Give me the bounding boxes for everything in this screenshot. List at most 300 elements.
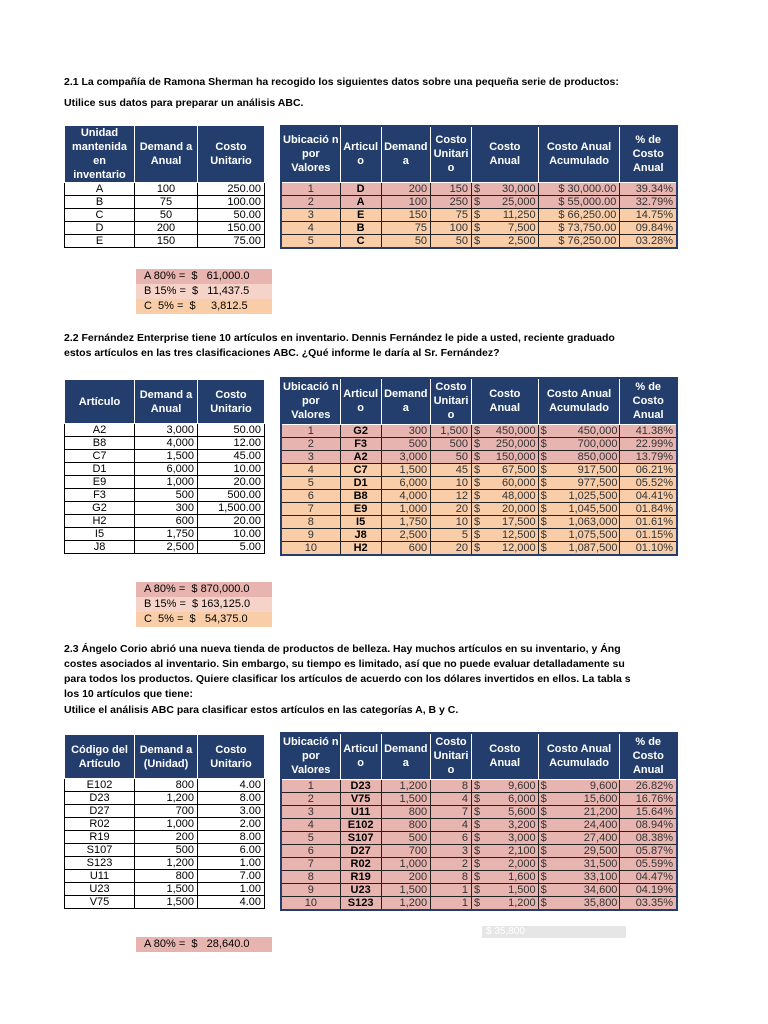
table-row — [65, 183, 265, 196]
table-cell: 6,000 — [381, 476, 431, 489]
table-cell: 20.00 — [198, 515, 265, 528]
amount: 30,000 — [502, 182, 536, 195]
section2-input-table — [64, 379, 265, 554]
amount: 17,500 — [502, 515, 536, 528]
money-cell — [471, 450, 538, 463]
amount: 20,000 — [502, 502, 536, 515]
col-header: Costo Unitario — [198, 735, 265, 779]
table-cell: 6 — [281, 489, 340, 502]
col-header: Articul o — [340, 126, 381, 182]
amount: 7,500 — [508, 221, 536, 234]
table-cell: 03.35% — [620, 896, 677, 910]
table-cell: 200 — [135, 831, 198, 844]
table-cell: 50.00 — [198, 209, 265, 222]
currency-sign: $ — [473, 805, 481, 818]
money-cell — [471, 437, 538, 450]
amount: 21,200 — [583, 805, 618, 818]
col-header: Ubicació n por Valores — [281, 378, 340, 424]
table-cell: 1,000 — [135, 818, 198, 831]
section3-input-table — [64, 734, 265, 909]
table-cell: 04.47% — [620, 870, 677, 883]
section3-summary — [136, 937, 272, 952]
table-cell: 8 — [431, 779, 472, 792]
amount: 9,600 — [508, 779, 536, 792]
money-cell — [538, 883, 620, 896]
amount: 12,500 — [502, 528, 536, 541]
table-row — [281, 437, 677, 450]
table-cell: 10.00 — [198, 528, 265, 541]
amount: 1,087,500 — [568, 541, 618, 554]
col-header: Unidad mantenida en inventario — [65, 126, 135, 183]
money-cell — [538, 424, 620, 437]
table-row — [281, 883, 677, 896]
table-row — [65, 844, 265, 857]
table-cell: 1,500 — [135, 883, 198, 896]
money-cell — [538, 476, 620, 489]
currency-sign: $ — [473, 437, 481, 450]
money-cell — [471, 857, 538, 870]
table-cell: 01.10% — [620, 541, 677, 555]
table-cell: 22.99% — [620, 437, 677, 450]
currency-sign: $ — [473, 463, 481, 476]
table-cell: 10.00 — [198, 463, 265, 476]
table-row — [281, 476, 677, 489]
table-cell: 1,000 — [381, 502, 431, 515]
table-cell: 1 — [281, 182, 340, 195]
table-cell: 05.52% — [620, 476, 677, 489]
section1-summary — [136, 269, 272, 314]
table-row — [65, 489, 265, 502]
amount: 1,200 — [508, 896, 536, 909]
table-cell: 1.00 — [198, 857, 265, 870]
table-cell: 200 — [381, 870, 431, 883]
table-cell: 2 — [281, 792, 340, 805]
currency-sign: $ — [473, 234, 481, 247]
table-cell: 4,000 — [135, 437, 198, 450]
money-cell — [538, 870, 620, 883]
table-cell: 5 — [431, 528, 472, 541]
money-cell — [538, 779, 620, 792]
table-cell: $ 55,000.00 — [538, 195, 620, 208]
table-cell: 45 — [431, 463, 472, 476]
table-cell: B — [65, 196, 135, 209]
section1-input-table — [64, 125, 265, 248]
table-cell: 1,000 — [135, 476, 198, 489]
col-header: Articul o — [340, 378, 381, 424]
amount: 1,600 — [508, 870, 536, 883]
table-cell: D1 — [65, 463, 135, 476]
money-cell — [471, 221, 538, 234]
table-cell: U23 — [340, 883, 381, 896]
table-row — [281, 857, 677, 870]
table-cell: 4 — [281, 463, 340, 476]
table-cell: I5 — [340, 515, 381, 528]
table-cell: 250 — [431, 195, 472, 208]
money-cell — [538, 541, 620, 555]
currency-sign: $ — [540, 450, 547, 463]
amount: 1,500 — [508, 883, 536, 896]
table-cell: 6.00 — [198, 844, 265, 857]
money-cell — [538, 515, 620, 528]
amount: 24,400 — [583, 818, 618, 831]
amount: 25,000 — [502, 195, 536, 208]
table-cell: J8 — [340, 528, 381, 541]
currency-sign: $ — [540, 515, 547, 528]
summary-class-a: A 80% = $ 870,000.0 — [136, 582, 272, 597]
table-cell: C — [65, 209, 135, 222]
money-cell — [538, 896, 620, 910]
table-cell: D27 — [340, 844, 381, 857]
table-cell: D1 — [340, 476, 381, 489]
currency-sign: $ — [540, 883, 547, 896]
col-header: Articul o — [340, 733, 381, 779]
currency-sign: $ — [540, 437, 547, 450]
table-cell: 2 — [281, 437, 340, 450]
table-cell: 41.38% — [620, 424, 677, 437]
amount: 31,500 — [583, 857, 618, 870]
table-cell: H2 — [65, 515, 135, 528]
col-header: Costo Anual — [471, 733, 538, 779]
table-cell: S107 — [65, 844, 135, 857]
table-cell: 500 — [381, 831, 431, 844]
table-cell: 150.00 — [198, 222, 265, 235]
table-row — [281, 870, 677, 883]
table-row — [65, 235, 265, 248]
table-cell: 700 — [135, 805, 198, 818]
currency-sign: $ — [540, 502, 547, 515]
table-cell: 200 — [135, 222, 198, 235]
money-cell — [471, 463, 538, 476]
currency-sign: $ — [540, 463, 547, 476]
amount: 850,000 — [577, 450, 618, 463]
amount: 12,000 — [502, 541, 536, 554]
currency-sign: $ — [473, 792, 481, 805]
table-cell: 4.00 — [198, 896, 265, 909]
table-cell: 50 — [431, 450, 472, 463]
table-cell: A2 — [65, 424, 135, 437]
table-cell: B8 — [340, 489, 381, 502]
col-header: Demand a — [381, 733, 431, 779]
currency-sign: $ — [540, 896, 547, 909]
table-cell: F3 — [65, 489, 135, 502]
section3-abc-table — [280, 732, 678, 911]
section1-intro-line1: 2.1 La compañía de Ramona Sherman ha recogido los siguientes datos sobre una pequeña serie de productos: — [64, 76, 619, 88]
table-cell: 1,500 — [381, 792, 431, 805]
table-row — [281, 515, 677, 528]
currency-sign: $ — [540, 476, 547, 489]
table-cell: 20.00 — [198, 476, 265, 489]
table-cell: 1,500 — [135, 450, 198, 463]
money-cell — [471, 515, 538, 528]
table-row — [281, 221, 677, 234]
table-cell: 1 — [431, 896, 472, 910]
money-cell — [538, 844, 620, 857]
table-cell: 1 — [431, 883, 472, 896]
section3-intro-line5: Utilice el análisis ABC para clasificar estos artículos en las categorías A, B y C. — [64, 704, 459, 716]
money-cell — [471, 792, 538, 805]
currency-sign: $ — [540, 489, 547, 502]
table-cell: G2 — [65, 502, 135, 515]
table-cell: S107 — [340, 831, 381, 844]
table-row — [65, 896, 265, 909]
amount: 3,000 — [508, 831, 536, 844]
table-cell: 10 — [431, 515, 472, 528]
table-row — [65, 857, 265, 870]
currency-sign: $ — [473, 195, 481, 208]
table-cell: 8 — [281, 870, 340, 883]
amount: 15,600 — [583, 792, 618, 805]
table-cell: B — [340, 221, 381, 234]
table-row — [281, 195, 677, 208]
currency-sign: $ — [540, 818, 547, 831]
table-cell: G2 — [340, 424, 381, 437]
col-header: Costo Unitario — [198, 380, 265, 424]
table-cell: C7 — [65, 450, 135, 463]
table-row — [65, 437, 265, 450]
table-cell: 10 — [281, 896, 340, 910]
table-cell: 06.21% — [620, 463, 677, 476]
currency-sign: $ — [473, 182, 481, 195]
table-row — [281, 896, 677, 910]
amount: 6,000 — [508, 792, 536, 805]
table-cell: 3,000 — [135, 424, 198, 437]
table-cell: C — [340, 234, 381, 248]
table-cell: F3 — [340, 437, 381, 450]
table-row — [281, 424, 677, 437]
table-cell: 7.00 — [198, 870, 265, 883]
currency-sign: $ — [540, 792, 547, 805]
money-cell — [471, 896, 538, 910]
section1-intro-line2: Utilice sus datos para preparar un análisis ABC. — [64, 97, 304, 109]
table-cell: 5 — [281, 234, 340, 248]
table-cell: 15.64% — [620, 805, 677, 818]
table-cell: 4 — [281, 818, 340, 831]
table-cell: J8 — [65, 541, 135, 554]
table-cell: 4 — [431, 818, 472, 831]
amount: 450,000 — [577, 424, 618, 437]
table-row — [281, 528, 677, 541]
col-header: Código del Artículo — [65, 735, 135, 779]
table-cell: 1,200 — [381, 896, 431, 910]
section3-intro-line2: costes asociados al inventario. Sin embargo, su tiempo es limitado, así que no puede evaluar detalladamente su — [64, 658, 625, 670]
table-cell: 600 — [135, 515, 198, 528]
table-cell: 10 — [431, 476, 472, 489]
table-cell: 7 — [431, 805, 472, 818]
currency-sign: $ — [473, 857, 481, 870]
table-cell: 200 — [381, 182, 431, 195]
money-cell — [471, 424, 538, 437]
table-cell: 6,000 — [135, 463, 198, 476]
amount: 34,600 — [583, 883, 618, 896]
summary-class-a: A 80% = $ 28,640.0 — [136, 937, 272, 952]
table-cell: 2.00 — [198, 818, 265, 831]
table-cell: 100 — [135, 183, 198, 196]
table-row — [281, 489, 677, 502]
table-cell: $ 66,250.00 — [538, 208, 620, 221]
table-row — [65, 870, 265, 883]
money-cell — [471, 208, 538, 221]
table-cell: B8 — [65, 437, 135, 450]
table-cell: 9 — [281, 528, 340, 541]
table-cell: $ 73,750.00 — [538, 221, 620, 234]
amount: 5,600 — [508, 805, 536, 818]
money-cell — [538, 818, 620, 831]
table-cell: R02 — [340, 857, 381, 870]
table-cell: 3 — [431, 844, 472, 857]
summary-class-a: A 80% = $ 61,000.0 — [136, 269, 272, 284]
table-cell: R19 — [340, 870, 381, 883]
money-cell — [471, 870, 538, 883]
table-row — [65, 541, 265, 554]
table-cell: 8 — [281, 515, 340, 528]
table-cell: 13.79% — [620, 450, 677, 463]
money-cell — [538, 463, 620, 476]
currency-sign: $ — [473, 896, 481, 909]
table-cell: 2 — [281, 195, 340, 208]
table-cell: 50 — [381, 234, 431, 248]
currency-sign: $ — [540, 844, 547, 857]
table-cell: 500 — [381, 437, 431, 450]
table-cell: S123 — [340, 896, 381, 910]
col-header: Demand a Anual — [135, 126, 198, 183]
table-row — [281, 779, 677, 792]
table-cell: 8 — [431, 870, 472, 883]
amount: 9,600 — [589, 779, 618, 792]
table-cell: 5 — [281, 476, 340, 489]
table-cell: 100 — [431, 221, 472, 234]
col-header: Costo Anual — [471, 378, 538, 424]
table-cell: V75 — [65, 896, 135, 909]
table-cell: 4,000 — [381, 489, 431, 502]
section3-intro-line4: los 10 artículos que tiene: — [64, 688, 193, 700]
table-cell: E — [340, 208, 381, 221]
table-cell: 5.00 — [198, 541, 265, 554]
col-header: Costo Anual Acumulado — [538, 126, 620, 182]
currency-sign: $ — [473, 221, 481, 234]
table-cell: 800 — [381, 818, 431, 831]
currency-sign: $ — [540, 870, 547, 883]
currency-sign: $ — [473, 541, 481, 554]
currency-sign: $ — [540, 424, 547, 437]
summary-class-b: B 15% = $ 11,437.5 — [136, 284, 272, 299]
money-cell — [538, 792, 620, 805]
table-row — [65, 476, 265, 489]
amount: 700,000 — [577, 437, 618, 450]
table-cell: 6 — [281, 844, 340, 857]
currency-sign: $ — [540, 831, 547, 844]
amount: 48,000 — [502, 489, 536, 502]
money-cell — [471, 195, 538, 208]
table-cell: 01.84% — [620, 502, 677, 515]
table-cell: 75.00 — [198, 235, 265, 248]
col-header: % de Costo Anual — [620, 733, 677, 779]
table-cell: 7 — [281, 502, 340, 515]
table-cell: 04.41% — [620, 489, 677, 502]
amount: 29,500 — [583, 844, 618, 857]
table-row — [65, 222, 265, 235]
table-cell: A — [340, 195, 381, 208]
amount: 35,800 — [583, 896, 618, 909]
money-cell — [471, 883, 538, 896]
summary-class-c: C 5% = $ 3,812.5 — [136, 299, 272, 314]
amount: 1,025,500 — [568, 489, 618, 502]
money-cell — [538, 437, 620, 450]
money-cell — [471, 831, 538, 844]
table-row — [65, 831, 265, 844]
currency-sign: $ — [473, 831, 481, 844]
table-row — [65, 805, 265, 818]
table-row — [281, 805, 677, 818]
table-row — [281, 818, 677, 831]
table-row — [65, 196, 265, 209]
table-row — [65, 515, 265, 528]
col-header: Costo Unitari o — [431, 126, 472, 182]
table-cell: D23 — [340, 779, 381, 792]
table-cell: 8.00 — [198, 792, 265, 805]
table-cell: 1,000 — [381, 857, 431, 870]
table-cell: E — [65, 235, 135, 248]
table-cell: 50 — [431, 234, 472, 248]
money-cell — [471, 844, 538, 857]
table-row — [281, 463, 677, 476]
table-cell: E102 — [65, 779, 135, 792]
table-cell: 1,200 — [135, 792, 198, 805]
table-cell: 250.00 — [198, 183, 265, 196]
amount: 2,500 — [508, 234, 536, 247]
table-cell: 45.00 — [198, 450, 265, 463]
table-row — [281, 182, 677, 195]
table-row — [65, 818, 265, 831]
money-cell — [538, 805, 620, 818]
table-row — [65, 502, 265, 515]
currency-sign: $ — [473, 844, 481, 857]
table-cell: 7 — [281, 857, 340, 870]
table-cell: 3 — [281, 805, 340, 818]
amount: 3,200 — [508, 818, 536, 831]
money-cell — [471, 502, 538, 515]
table-cell: H2 — [340, 541, 381, 555]
table-cell: 2,500 — [135, 541, 198, 554]
table-cell: 800 — [381, 805, 431, 818]
table-cell: 2,500 — [381, 528, 431, 541]
table-cell: 9 — [281, 883, 340, 896]
table-cell: 09.84% — [620, 221, 677, 234]
currency-sign: $ — [473, 528, 481, 541]
table-row — [65, 450, 265, 463]
table-cell: 32.79% — [620, 195, 677, 208]
amount: 917,500 — [577, 463, 618, 476]
table-cell: 300 — [381, 424, 431, 437]
amount: 977,500 — [577, 476, 618, 489]
table-cell: D27 — [65, 805, 135, 818]
table-cell: $ 76,250.00 — [538, 234, 620, 248]
table-cell: 1,500 — [381, 463, 431, 476]
currency-sign: $ — [473, 424, 481, 437]
table-cell: 39.34% — [620, 182, 677, 195]
table-cell: 1,200 — [381, 779, 431, 792]
table-cell: 8.00 — [198, 831, 265, 844]
faded-total-cell: $ 35,800 — [482, 926, 626, 938]
section3-intro-line1: 2.3 Ángelo Corio abrió una nueva tienda de productos de belleza. Hay muchos artículos en su inventario, y Áng — [64, 643, 621, 655]
table-cell: 5 — [281, 831, 340, 844]
summary-class-b: B 15% = $ 163,125.0 — [136, 597, 272, 612]
table-cell: D — [340, 182, 381, 195]
col-header: % de Costo Anual — [620, 126, 677, 182]
section2-intro-line1: 2.2 Fernández Enterprise tiene 10 artículos en inventario. Dennis Fernández le pide a usted, reciente graduado — [64, 332, 615, 344]
money-cell — [538, 489, 620, 502]
table-cell: 75 — [431, 208, 472, 221]
table-cell: 16.76% — [620, 792, 677, 805]
